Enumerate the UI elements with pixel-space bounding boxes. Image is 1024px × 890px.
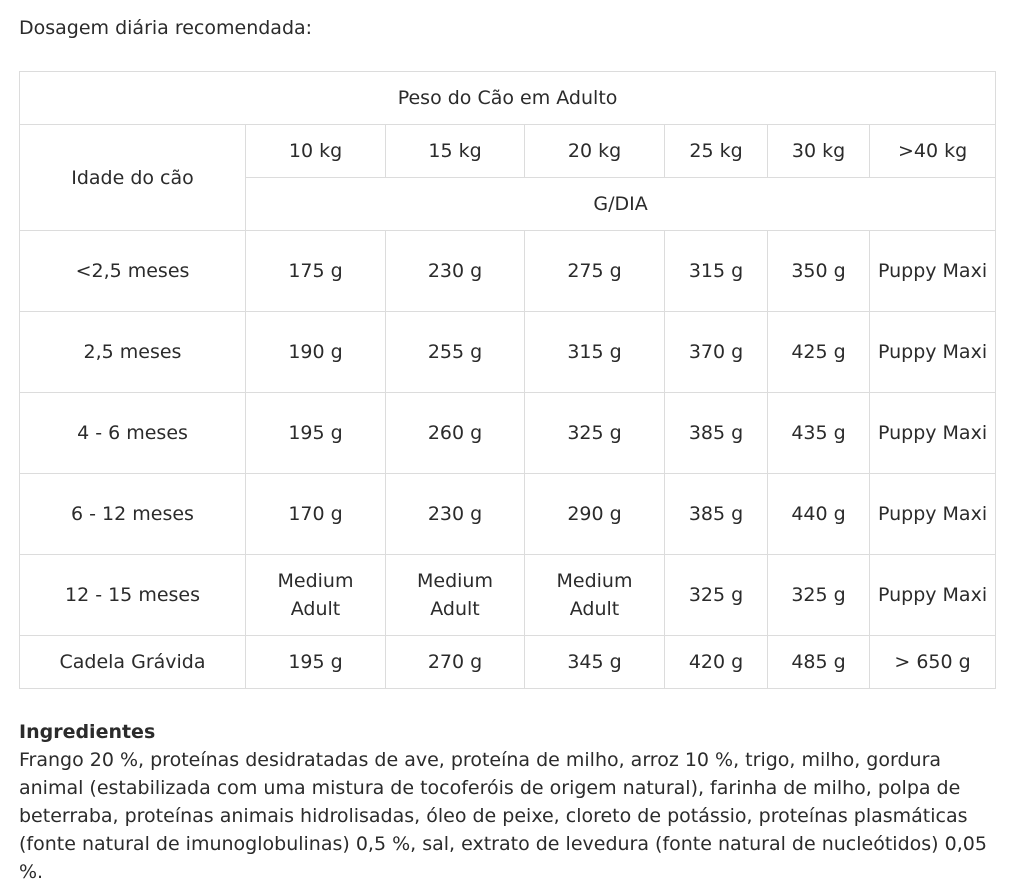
dosage-cell: Puppy Maxi [870,555,996,636]
dosage-cell: 290 g [525,474,665,555]
dosage-rows [20,231,996,689]
dosage-cell: 345 g [525,636,665,689]
dosage-cell: 260 g [386,393,525,474]
dosage-cell: Medium Adult [386,555,525,636]
table-row [20,636,996,689]
table-row [20,555,996,636]
dosage-cell: Medium Adult [246,555,386,636]
dosage-cell: 370 g [665,312,768,393]
ingredients-section [19,718,999,886]
ingredients-text: Frango 20 %, proteínas desidratadas de ave, proteína de milho, arroz 10 %, trigo, milho, gordura animal (estabilizada com uma mistura de tocoferóis de origem natural), farinha de milho, polpa de beterraba, proteínas animais hidrolisadas, óleo de peixe, cloreto de potássio, proteínas plasmáticas (fonte natural de imunoglobulinas) 0,5 %, sal, extrato de levedura (fonte natural de nucleótidos) 0,05 %. [19,749,987,883]
dosage-cell: Puppy Maxi [870,393,996,474]
dosage-cell: > 650 g [870,636,996,689]
age-cell: 2,5 meses [20,312,246,393]
table-row [20,393,996,474]
age-cell: 4 - 6 meses [20,393,246,474]
dosage-cell: 435 g [768,393,870,474]
dosage-cell: 325 g [665,555,768,636]
dosage-cell: 420 g [665,636,768,689]
dosage-cell: 195 g [246,636,386,689]
age-cell: <2,5 meses [20,231,246,312]
dosage-cell: Medium Adult [525,555,665,636]
dosage-cell: 230 g [386,474,525,555]
unit-header: G/DIA [246,178,996,231]
dosage-cell: 485 g [768,636,870,689]
dosage-cell: 425 g [768,312,870,393]
dosage-cell: 325 g [768,555,870,636]
table-row [20,312,996,393]
dosage-cell: 440 g [768,474,870,555]
dosage-cell: 270 g [386,636,525,689]
table-row [20,231,996,312]
weight-col-header: >40 kg [870,125,996,178]
weight-col-header: 20 kg [525,125,665,178]
dosage-cell: 170 g [246,474,386,555]
dosage-cell: Puppy Maxi [870,474,996,555]
dosage-cell: 325 g [525,393,665,474]
weight-col-header: 15 kg [386,125,525,178]
dosage-cell: Puppy Maxi [870,312,996,393]
dosage-cell: Puppy Maxi [870,231,996,312]
dosage-cell: 275 g [525,231,665,312]
dosage-cell: 255 g [386,312,525,393]
dosage-cell: 190 g [246,312,386,393]
age-cell: 12 - 15 meses [20,555,246,636]
dosage-cell: 315 g [525,312,665,393]
weight-header: Peso do Cão em Adulto [20,72,996,125]
age-cell: Cadela Grávida [20,636,246,689]
dosage-intro: Dosagem diária recomendada: [19,17,313,39]
weight-col-header: 10 kg [246,125,386,178]
weight-col-header: 25 kg [665,125,768,178]
ingredients-title: Ingredientes [19,721,156,743]
dosage-table [19,71,996,689]
dosage-cell: 385 g [665,393,768,474]
age-cell: 6 - 12 meses [20,474,246,555]
dosage-cell: 385 g [665,474,768,555]
dosage-cell: 175 g [246,231,386,312]
dosage-cell: 350 g [768,231,870,312]
table-row [20,474,996,555]
dosage-cell: 315 g [665,231,768,312]
weight-col-header: 30 kg [768,125,870,178]
age-header: Idade do cão [20,125,246,231]
dosage-cell: 230 g [386,231,525,312]
dosage-cell: 195 g [246,393,386,474]
